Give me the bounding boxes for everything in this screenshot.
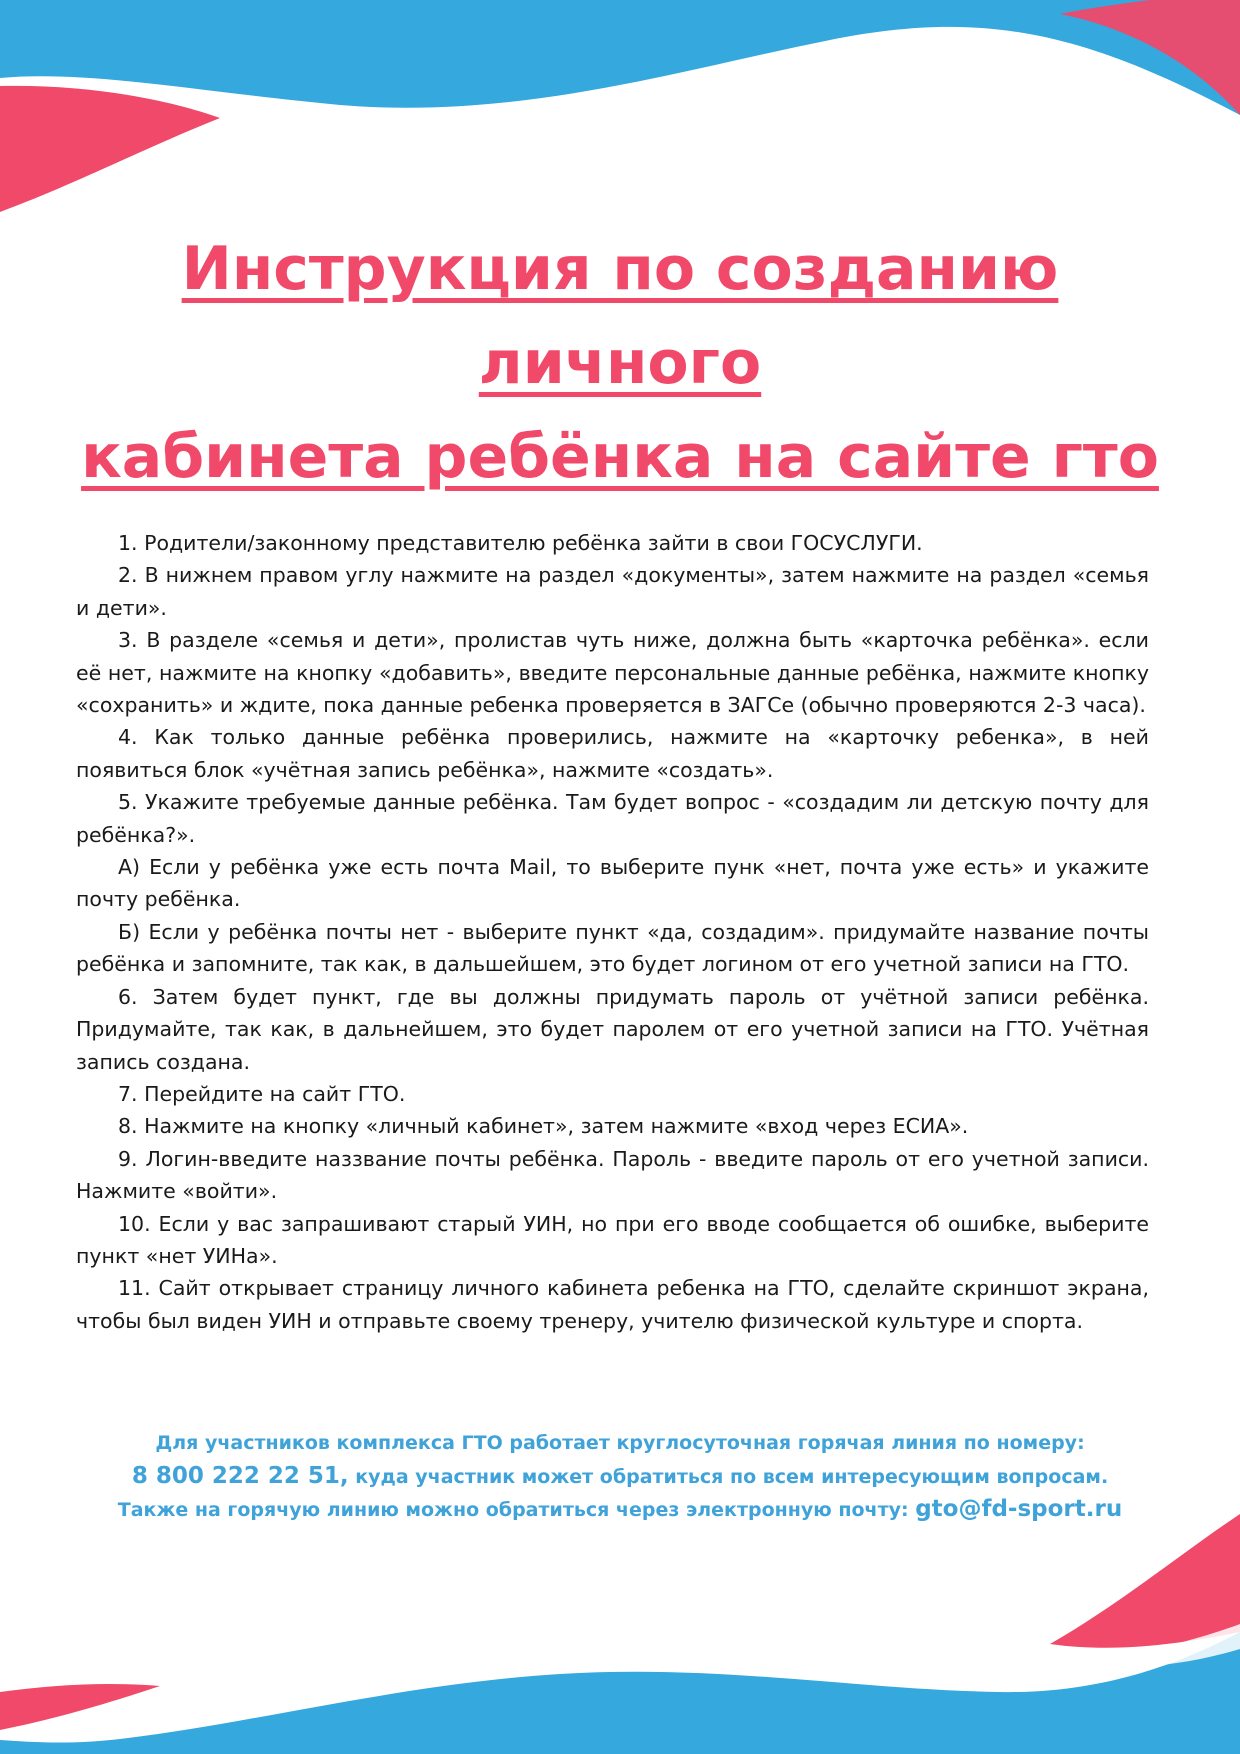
instruction-step: 5. Укажите требуемые данные ребёнка. Там будет вопрос - «создадим ли детскую почту для ребёнка?». [76,790,1149,847]
instruction-step: 3. В разделе «семья и дети», пролистав чуть ниже, должна быть «карточка ребёнка». если её нет, нажмите на кнопку «добавить», введите персональные данные ребёнка, нажмите кнопку «сохранить» и ждите, пока данные ребенка проверяется в ЗАГСе (обычно проверяются 2-3 часа). [76,628,1149,718]
top-wave-decoration [0,0,1240,220]
instruction-list [76,527,1149,1337]
title-line-1: Инструкция по созданию личного [181,234,1059,398]
page-title [60,222,1180,504]
instruction-substep: Б) Если у ребёнка почты нет - выберите пункт «да, создадим». придумайте название почты ребёнка и запомните, так как, в дальшейшем, это будет логином от его учетной записи на ГТО. [76,919,1149,977]
hotline-line-3-text: Также на горячую линию можно обратиться через электронную почту: [117,1499,916,1521]
instruction-substep: А) Если у ребёнка уже есть почта Mail, то выберите пунк «нет, почта уже есть» и укажите почту ребёнка. [76,855,1149,912]
instruction-step: 4. Как только данные ребёнка проверились, нажмите на «карточку ребенка», в ней появиться блок «учётная запись ребёнка», нажмите «создать». [76,725,1149,782]
hotline-email: gto@fd-sport.ru [915,1496,1123,1522]
instruction-step: 10. Если у вас запрашивают старый УИН, но при его вводе сообщается об ошибке, выберите пункт «нет УИНа». [76,1211,1149,1268]
hotline-line-2 [100,1460,1140,1494]
hotline-line-1: Для участников комплекса ГТО работает круглосуточная горячая линия по номеру: [155,1432,1085,1454]
hotline-info [100,1427,1140,1527]
instruction-step: 6. Затем будет пункт, где вы должны придумать пароль от учётной записи ребёнка. Придумайте, так как, в дальнейшем, это будет паролем от его учетной записи на ГТО. Учётная запись создана. [76,984,1149,1074]
title-line-2: кабинета ребёнка на сайте гто [81,422,1159,492]
bottom-wave-decoration [0,1514,1240,1754]
instruction-step: 11. Сайт открывает страницу личного кабинета ребенка на ГТО, сделайте скриншот экрана, чтобы был виден УИН и отправьте своему тренеру, учителю физической культуре и спорта. [76,1276,1149,1333]
hotline-line-2-text: куда участник может обратиться по всем интересующим вопросам. [348,1465,1109,1488]
hotline-phone: 8 800 222 22 51, [131,1462,349,1489]
instruction-step: 9. Логин-введите наззвание почты ребёнка. Пароль - введите пароль от его учетной записи. Нажмите «войти». [76,1146,1149,1204]
instruction-step: 7. Перейдите на сайт ГТО. [118,1081,406,1106]
hotline-line-3 [100,1493,1140,1527]
instruction-step: 1. Родители/законному представителю ребёнка зайти в свои ГОСУСЛУГИ. [118,531,923,555]
instruction-step: 8. Нажмите на кнопку «личный кабинет», затем нажмите «вход через ЕСИА». [118,1114,969,1139]
instruction-step: 2. В нижнем правом углу нажмите на раздел «документы», затем нажмите на раздел «семья и дети». [76,563,1149,620]
